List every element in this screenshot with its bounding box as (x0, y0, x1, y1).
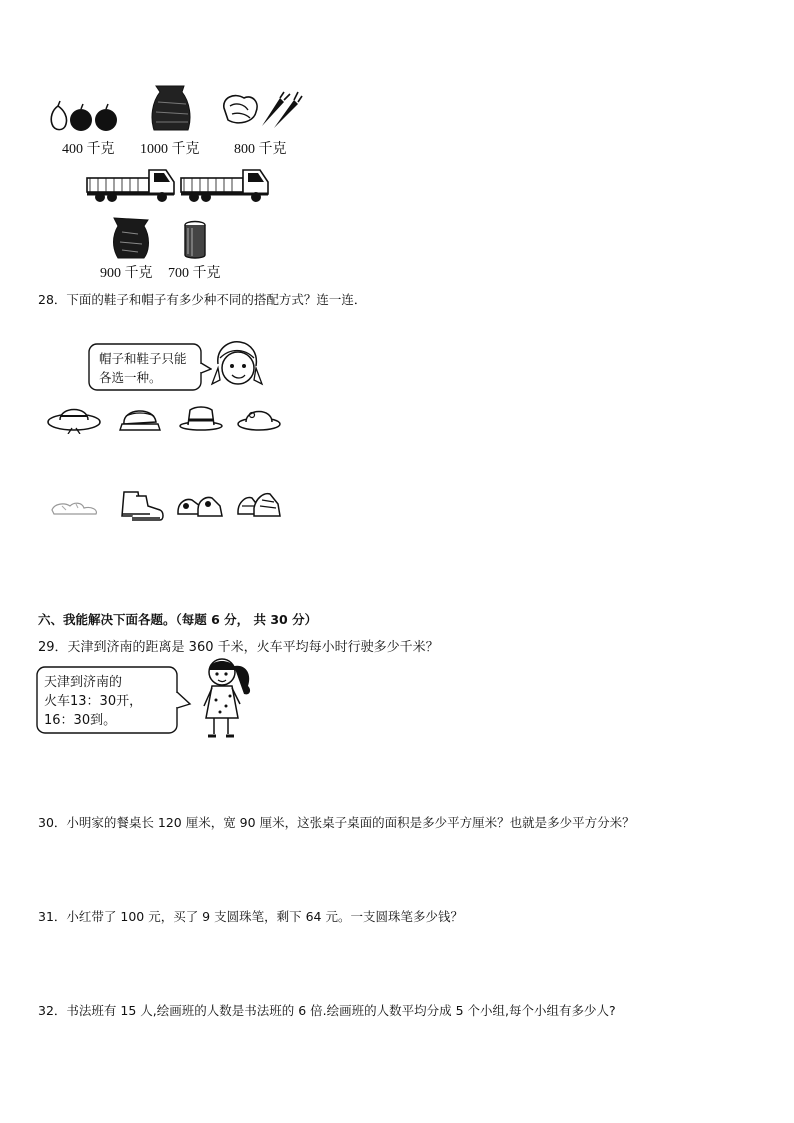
coal-bag-icon (108, 216, 154, 260)
bubble-line-3: 16：30到。 (44, 713, 117, 728)
coal-bag-weight-label: 900 千克 (100, 266, 153, 281)
bubble-line-1: 帽子和鞋子只能 (99, 351, 187, 366)
vegetables-icon (218, 90, 304, 130)
girl-icon (210, 338, 264, 394)
sneakers-icon[interactable] (176, 490, 224, 520)
girl-standing-icon (196, 656, 258, 742)
question-32: 32．书法班有 15 人,绘画班的人数是书法班的 6 倍.绘画班的人数平均分成 5 个小组,每个小组有多少人? (38, 1003, 616, 1018)
section-6-title: 六、我能解决下面各题。（每题 6 分， 共 30 分） (38, 612, 318, 627)
oil-drum-icon (182, 220, 208, 260)
sack-weight-label: 1000 千克 (140, 142, 200, 157)
question-29: 29．天津到济南的距离是 360 千米，火车平均每小时行驶多少千米？ (38, 640, 439, 655)
hat-icon[interactable] (46, 400, 102, 434)
fruit-icon (46, 100, 122, 134)
boots-icon[interactable] (118, 488, 166, 522)
slipper-icon[interactable] (48, 494, 100, 518)
fedora-icon[interactable] (178, 404, 224, 432)
fruit-weight-label: 400 千克 (62, 142, 115, 157)
question-30: 30．小明家的餐桌长 120 厘米，宽 90 厘米，这张桌子桌面的面积是多少平方厘米？也就是多少平方分米？ (38, 815, 635, 830)
bubble-line-2: 火车13：30开， (44, 694, 143, 709)
cap-icon[interactable] (118, 402, 162, 434)
bonnet-icon[interactable] (236, 402, 282, 432)
question-28: 28．下面的鞋子和帽子有多少种不同的搭配方式？连一连． (38, 292, 367, 307)
sports-shoes-icon[interactable] (234, 488, 282, 522)
question-31: 31．小红带了 100 元，买了 9 支圆珠笔，剩下 64 元。一支圆珠笔多少钱？ (38, 909, 463, 924)
vegetables-weight-label: 800 千克 (234, 142, 287, 157)
bubble-line-2: 各选一种。 (99, 370, 162, 385)
oil-drum-weight-label: 700 千克 (168, 266, 221, 281)
bubble-line-1: 天津到济南的 (44, 675, 123, 690)
sack-icon (146, 82, 196, 132)
truck-icon (180, 164, 270, 204)
truck-icon (86, 164, 176, 204)
